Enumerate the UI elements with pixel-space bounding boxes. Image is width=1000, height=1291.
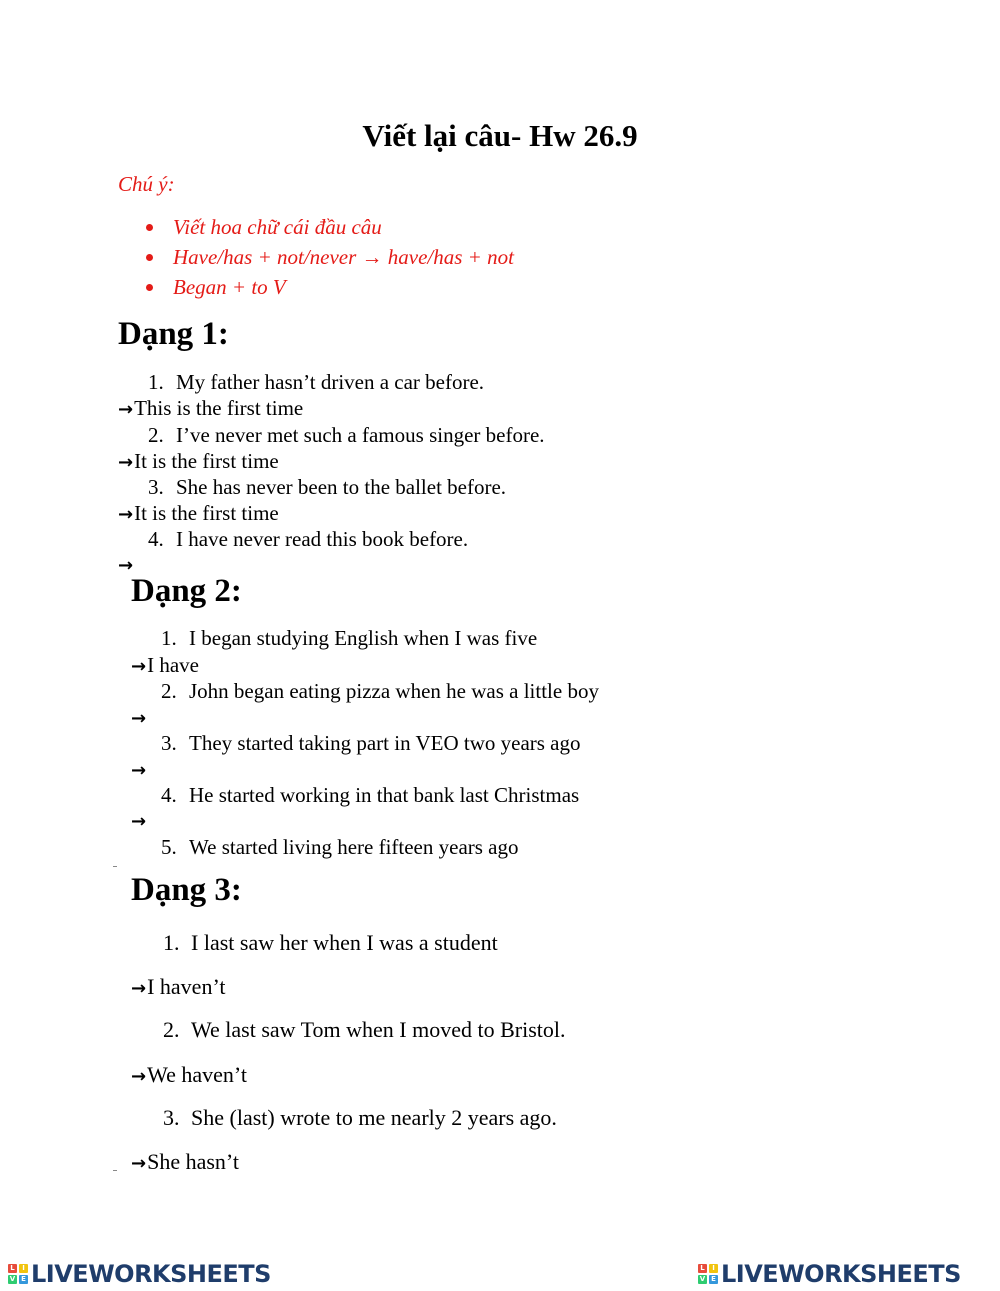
arrow-icon: → [131, 708, 147, 729]
arrow-icon: → [118, 555, 134, 576]
logo-cell: E [709, 1275, 718, 1284]
arrow-icon: → [131, 656, 147, 677]
arrow-icon: → [131, 978, 147, 999]
divider-mark [113, 866, 117, 867]
answer-line[interactable] [118, 449, 279, 474]
question-item [163, 1017, 566, 1043]
question-text: I last saw her when I was a student [191, 930, 498, 955]
question-text: John began eating pizza when he was a little boy [189, 679, 599, 703]
liveworksheets-logo-left[interactable] [8, 1259, 271, 1289]
arrow-icon: → [118, 452, 134, 473]
answer-line[interactable] [131, 653, 199, 678]
bullet-dot-icon [146, 224, 153, 231]
question-number: 2. [148, 423, 164, 447]
section-heading-2: Dạng 2: [131, 573, 242, 609]
question-item [148, 527, 468, 552]
logo-cell: L [698, 1264, 707, 1273]
note-bullet-text: Have/has + not/never → have/has + not [173, 245, 514, 269]
question-item [163, 1105, 557, 1131]
answer-line[interactable] [131, 808, 147, 833]
question-item [148, 423, 545, 448]
question-item [161, 679, 599, 704]
question-number: 1. [148, 370, 164, 394]
question-item [161, 626, 537, 651]
answer-line[interactable] [131, 705, 147, 730]
section-heading-3: Dạng 3: [131, 872, 242, 908]
answer-line[interactable] [131, 974, 226, 1000]
answer-prompt: She hasn’t [147, 1149, 239, 1174]
answer-line[interactable] [118, 501, 279, 526]
arrow-icon: → [131, 1066, 147, 1087]
page-title: Viết lại câu- Hw 26.9 [362, 118, 638, 153]
question-number: 1. [163, 930, 180, 955]
question-text: I began studying English when I was five [189, 626, 538, 650]
question-number: 2. [161, 679, 177, 703]
question-item [161, 731, 581, 756]
logo-cell: V [9, 1275, 16, 1283]
liveworksheets-icon [8, 1264, 28, 1284]
question-text: He started working in that bank last Christmas [189, 783, 580, 807]
question-number: 3. [148, 475, 164, 499]
section-heading-1: Dạng 1: [118, 316, 229, 352]
question-number: 3. [163, 1105, 180, 1130]
answer-line[interactable] [131, 1062, 247, 1088]
answer-prompt: I haven’t [147, 974, 226, 999]
question-item [148, 370, 484, 395]
arrow-icon: → [118, 504, 134, 525]
question-item [161, 783, 579, 808]
question-number: 3. [161, 731, 177, 755]
answer-prompt: It is the first time [134, 501, 279, 525]
question-item [161, 835, 519, 860]
question-text: We last saw Tom when I moved to Bristol. [191, 1017, 566, 1042]
question-number: 2. [163, 1017, 180, 1042]
arrow-icon: → [131, 760, 147, 781]
question-text: They started taking part in VEO two years ago [189, 731, 581, 755]
note-bullet [146, 245, 514, 270]
question-text: My father hasn’t driven a car before. [176, 370, 485, 394]
bullet-dot-icon [146, 254, 153, 261]
logo-text: LIVEWORKSHEETS [721, 1260, 961, 1288]
question-number: 5. [161, 835, 177, 859]
note-label: Chú ý: [118, 172, 175, 196]
note-bullet [146, 215, 382, 240]
answer-prompt: We haven’t [147, 1062, 247, 1087]
logo-cell: L [8, 1264, 17, 1273]
answer-prompt: I have [147, 653, 199, 677]
question-number: 4. [148, 527, 164, 551]
question-text: We started living here fifteen years ago [189, 835, 519, 859]
logo-cell: I [19, 1264, 28, 1273]
answer-prompt: This is the first time [134, 396, 304, 420]
question-text: She has never been to the ballet before. [176, 475, 507, 499]
question-text: She (last) wrote to me nearly 2 years ago. [191, 1105, 557, 1130]
arrow-icon: → [131, 811, 147, 832]
question-item [163, 930, 498, 956]
answer-prompt: It is the first time [134, 449, 279, 473]
logo-cell: I [709, 1264, 718, 1273]
answer-line[interactable] [131, 1149, 239, 1175]
note-bullet-text: Viết hoa chữ cái đầu câu [173, 215, 382, 239]
note-bullet [146, 275, 286, 300]
question-item [148, 475, 506, 500]
logo-cell: V [699, 1275, 706, 1283]
note-bullet-text: Began + to V [173, 275, 286, 299]
liveworksheets-logo-right[interactable] [698, 1259, 961, 1289]
logo-cell: E [19, 1275, 28, 1284]
logo-text: LIVEWORKSHEETS [31, 1260, 271, 1288]
liveworksheets-icon [698, 1264, 718, 1284]
question-number: 4. [161, 783, 177, 807]
answer-line[interactable] [118, 396, 303, 421]
question-number: 1. [161, 626, 177, 650]
arrow-icon: → [131, 1153, 147, 1174]
bullet-dot-icon [146, 284, 153, 291]
divider-mark [113, 1170, 117, 1171]
question-text: I have never read this book before. [176, 527, 469, 551]
arrow-icon: → [118, 399, 134, 420]
answer-line[interactable] [131, 757, 147, 782]
question-text: I’ve never met such a famous singer before. [176, 423, 545, 447]
